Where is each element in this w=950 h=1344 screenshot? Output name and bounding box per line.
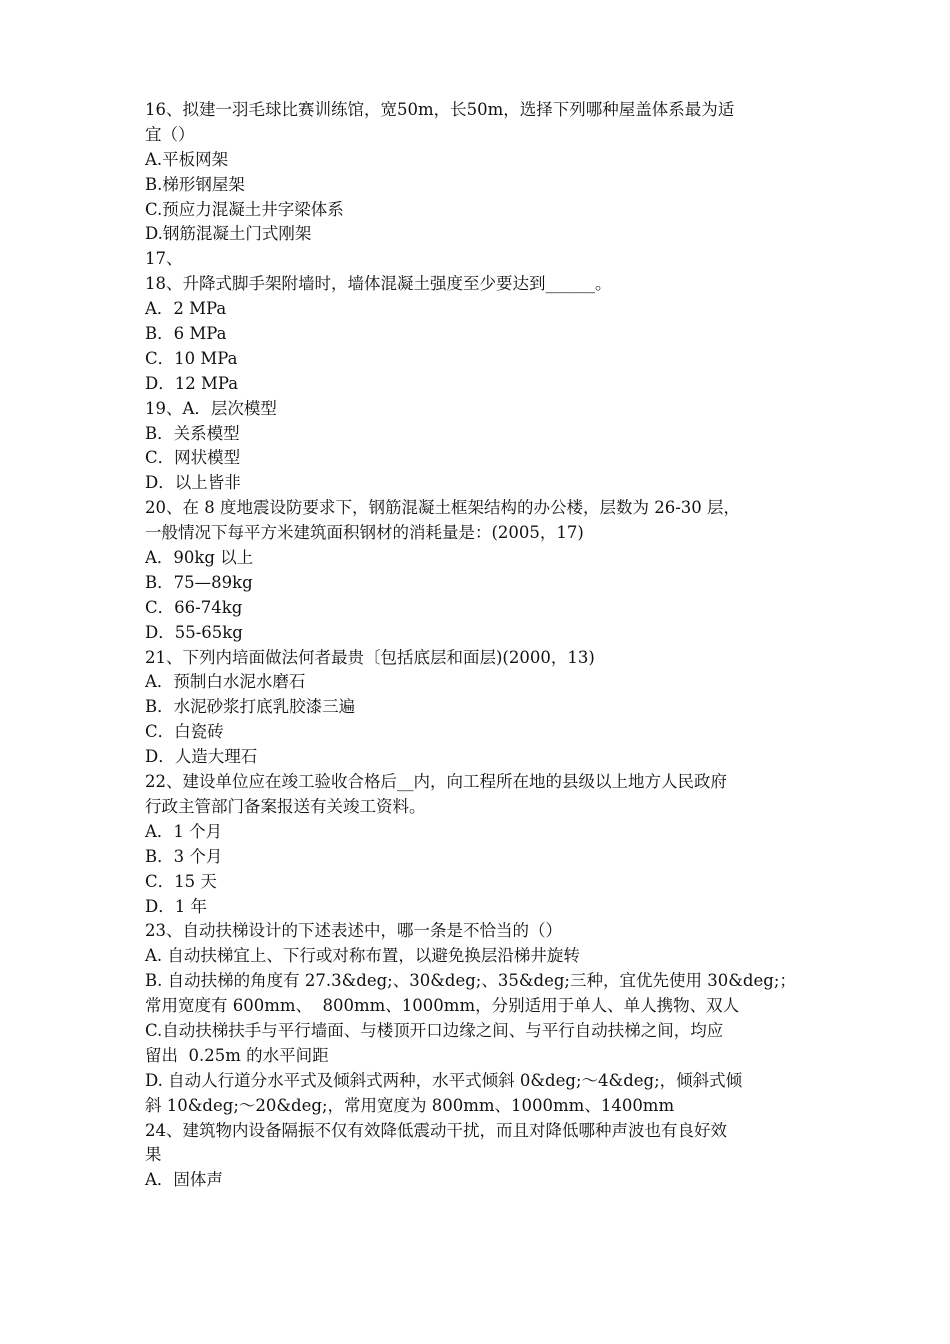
question-17-text: 17、 [145,249,183,269]
option-d: D．以上皆非 [145,473,241,493]
document-text [145,98,815,1193]
option-c: C．10 MPa [145,348,238,368]
option-d: D．人造大理石 [145,747,258,767]
question-24-text: 24、建筑物内设备隔振不仅有效降低震动干扰，而且对降低哪种声波也有良好效 [145,1120,727,1140]
option-d: D．12 MPa [145,373,239,393]
option-b: B.梯形钢屋架 [145,174,245,194]
option-d: D. 自动人行道分水平式及倾斜式两种，水平式倾斜 0&deg;～4&deg;，倾斜式倾 [145,1070,743,1090]
option-c: C．网状模型 [145,448,241,468]
question-19-text: 19、A．层次模型 [145,398,277,418]
question-22-text-cont: 行政主管部门备案报送有关竣工资料。 [145,796,426,816]
option-c-cont: 留出 0.25m 的水平间距 [145,1045,329,1065]
option-a: A．2 MPa [145,299,227,319]
question-22-text: 22、建设单位应在竣工验收合格后__内，向工程所在地的县级以上地方人民政府 [145,772,727,792]
question-16-text-cont: 宜（） [145,124,195,144]
question-18-text: 18、升降式脚手架附墙时，墙体混凝土强度至少要达到______。 [145,274,612,294]
option-d: D．55-65kg [145,622,243,642]
option-d: D.钢筋混凝土门式刚架 [145,224,312,244]
option-b: B. 自动扶梯的角度有 27.3&deg;、30&deg;、35&deg;三种，宜优先使用 30&deg;； [145,971,796,991]
question-20-text-cont: 一般情况下每平方米建筑面积钢材的消耗量是：(2005，17) [145,523,584,543]
option-b: B．关系模型 [145,423,240,443]
option-c: C．15 天 [145,871,217,891]
option-c: C.预应力混凝土井字梁体系 [145,199,344,219]
option-b-cont: 常用宽度有 600mm、 800mm、1000mm，分别适用于单人、单人携物、双人 [145,996,740,1016]
question-20-text: 20、在 8 度地震设防要求下，钢筋混凝土框架结构的办公楼，层数为 26-30 层， [145,498,741,518]
option-b: B．6 MPa [145,324,227,344]
option-a: A．1 个月 [145,821,223,841]
option-c: C．白瓷砖 [145,722,224,742]
option-a: A．固体声 [145,1170,223,1190]
option-a: A．预制白水泥水磨石 [145,672,306,692]
option-c: C.自动扶梯扶手与平行墙面、与楼顶开口边缘之间、与平行自动扶梯之间，均应 [145,1020,724,1040]
option-b: B．水泥砂浆打底乳胶漆三遍 [145,697,356,717]
option-b: B．3 个月 [145,846,223,866]
option-d-cont: 斜 10&deg;～20&deg;，常用宽度为 800mm、1000mm、1400mm [145,1095,675,1115]
option-a: A. 自动扶梯宜上、下行或对称布置，以避免换层沿梯井旋转 [145,946,580,966]
question-21-text: 21、下列内培面做法何者最贵〔包括底层和面层)(2000，13) [145,647,595,667]
question-24-text-cont: 果 [145,1145,162,1165]
option-a: A．90kg 以上 [145,548,254,568]
option-a: A.平板网架 [145,149,229,169]
option-c: C．66-74kg [145,597,243,617]
option-d: D．1 年 [145,896,207,916]
option-b: B．75—89kg [145,572,253,592]
question-16-text: 16、拟建一羽毛球比赛训练馆，宽50m，长50m，选择下列哪种屋盖体系最为适 [145,100,735,119]
question-23-text: 23、自动扶梯设计的下述表述中，哪一条是不恰当的（） [145,921,562,941]
